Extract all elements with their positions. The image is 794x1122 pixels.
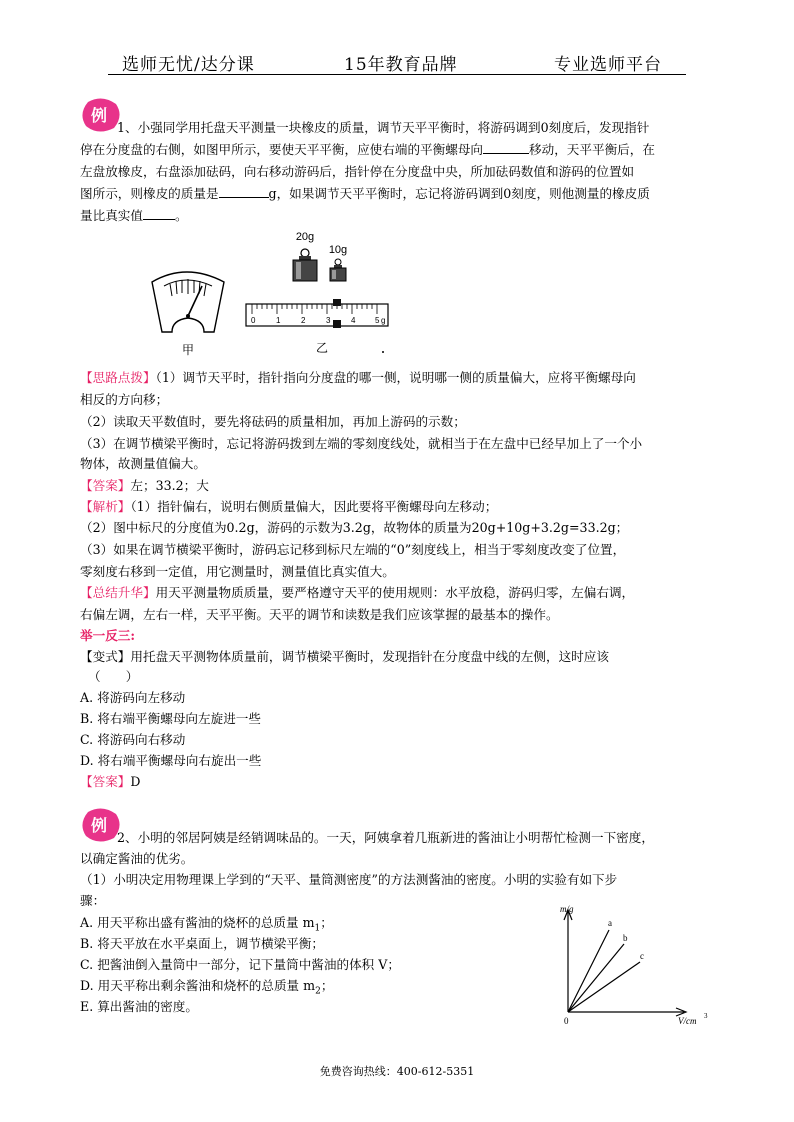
- svg-text:3: 3: [704, 1012, 708, 1020]
- hint-line1b: 相反的方向移；: [80, 392, 169, 407]
- ex2-step-c: C. 把酱油倒入量筒中一部分，记下量筒中酱油的体积 V；: [80, 957, 400, 972]
- explain-line3b: 零刻度右移到一定值，用它测量时，测量值比真实值大。: [80, 564, 395, 579]
- weight-10g-label: 10g: [328, 244, 348, 256]
- answer1: 【答案】左；33.2；大: [80, 478, 209, 493]
- variant-option-b: B. 将右端平衡螺母向左旋进一些: [80, 711, 261, 726]
- line-a-label: a: [608, 918, 612, 928]
- line-b: [568, 944, 624, 1012]
- ex2-line3: （1）小明决定用物理课上学到的“天平、量筒测密度”的方法测酱油的密度。小明的实验有如下步: [80, 872, 618, 887]
- svg-text:5: 5: [375, 316, 380, 325]
- line-c-label: c: [640, 951, 644, 961]
- hint-line3: （3）在调节横梁平衡时，忘记将游码拨到左端的零刻度线处，就相当于在左盘中已经早加上了一个小: [80, 436, 643, 451]
- hint-line3b: 物体，故测量值偏大。: [80, 456, 206, 471]
- explain-line3: （3）如果在调节横梁平衡时，游码忘记移到标尺左端的“0”刻度线上，相当于零刻度改变了位置，: [80, 542, 626, 557]
- example-badge-icon: [80, 806, 122, 844]
- header-left: 选师无忧/达分课: [122, 55, 255, 75]
- ex1-line3: 左盘放橡皮，右盘添加砝码，向右移动游码后，指针停在分度盘中央，所加砝码数值和游码的位置如: [80, 164, 635, 179]
- svg-text:2: 2: [301, 316, 306, 325]
- rider-bottom-icon: [333, 320, 341, 328]
- variant-option-a: A. 将游码向左移动: [80, 690, 186, 705]
- variant-question: 【变式】用托盘天平测物体质量前，调节横梁平衡时，发现指针在分度盘中线的左侧，这时应该: [80, 649, 609, 664]
- svg-text:4: 4: [351, 316, 356, 325]
- ex2-line1: 2、小明的邻居阿姨是经销调味品的。一天，阿姨拿着几瓶新进的酱油让小明帮忙检测一下密度，: [117, 830, 654, 845]
- ex1-line1: 1、小强同学用托盘天平测量一块橡皮的质量，调节天平平衡时，将游码调到0刻度后，发现指针: [117, 120, 650, 135]
- rider-top-icon: [333, 299, 341, 306]
- line-c: [568, 962, 640, 1012]
- hint-line2: （2）读取天平数值时，要先将砝码的质量相加，再加上游码的示数；: [80, 414, 466, 429]
- summary-line2: 右偏左调，左右一样，天平平衡。天平的调节和读数是我们应该掌握的最基本的操作。: [80, 607, 559, 622]
- mass-volume-graph: [552, 902, 712, 1028]
- svg-text:3: 3: [326, 316, 331, 325]
- footer-hotline: 免费咨询热线：400-612-5351: [319, 1065, 475, 1078]
- ex2-line4: 骤：: [80, 893, 106, 908]
- example-badge-icon: [80, 96, 122, 134]
- explain-line2: （2）图中标尺的分度值为0.2g，游码的示数为3.2g，故物体的质量为20g+10g+3.2g=33.2g；: [80, 520, 629, 535]
- ex2-step-a: A. 用天平称出盛有酱油的烧杯的总质量 $m_1$；: [80, 915, 333, 934]
- variant-answer: 【答案】D: [80, 774, 141, 789]
- variant-paren: （ ）: [88, 669, 139, 684]
- svg-text:1: 1: [276, 316, 281, 325]
- variant-option-c: C. 将游码向右移动: [80, 732, 186, 747]
- x-axis-label: V/cm: [678, 1016, 697, 1026]
- header-right: 专业选师平台: [554, 55, 662, 75]
- variant-option-d: D. 将右端平衡螺母向右旋出一些: [80, 753, 262, 768]
- ex1-line5: 量比真实值 。: [80, 208, 188, 223]
- svg-text:例: 例: [90, 816, 108, 835]
- ex2-step-e: E. 算出酱油的密度。: [80, 999, 198, 1014]
- ex2-step-b: B. 将天平放在水平桌面上，调节横梁平衡；: [80, 936, 324, 951]
- summary-line1: 【总结升华】用天平测量物质质量，要严格遵守天平的使用规则：水平放稳，游码归零，左偏右调，: [80, 585, 635, 600]
- hint-line1: 【思路点拨】（1）调节天平时，指针指向分度盘的哪一侧，说明哪一侧的质量偏大，应将平衡螺母向: [80, 370, 636, 385]
- svg-text:例: 例: [90, 106, 108, 125]
- ex2-step-d: D. 用天平称出剩余酱油和烧杯的总质量 $m_2$；: [80, 978, 334, 997]
- y-axis-label: m/g: [560, 904, 574, 914]
- ex1-line2: 停在分度盘的右侧，如图甲所示，要使天平平衡，应使右端的平衡螺母向 移动，天平平衡后，在: [80, 142, 655, 157]
- weight-20g-label: 20g: [295, 231, 315, 243]
- variant-title: 举一反三:: [80, 628, 136, 643]
- balance-figure: [146, 224, 396, 360]
- origin-label: 0: [564, 1016, 569, 1026]
- svg-text:0: 0: [251, 316, 256, 325]
- page-header: [108, 46, 686, 75]
- line-b-label: b: [623, 933, 628, 943]
- ex1-line4: 图所示，则橡皮的质量是 g，如果调节天平平衡时，忘记将游码调到0刻度，则他测量的橡皮质: [80, 186, 650, 201]
- label-yi: 乙: [315, 341, 329, 355]
- svg-text:g: g: [381, 316, 386, 325]
- label-jia: 甲: [181, 343, 195, 357]
- ex2-line2: 以确定酱油的优劣。: [80, 851, 194, 866]
- header-center: 15年教育品牌: [344, 55, 458, 75]
- line-a: [568, 930, 609, 1012]
- explain-line1: 【解析】（1）指针偏右，说明右侧质量偏大，因此要将平衡螺母向左移动；: [80, 499, 498, 514]
